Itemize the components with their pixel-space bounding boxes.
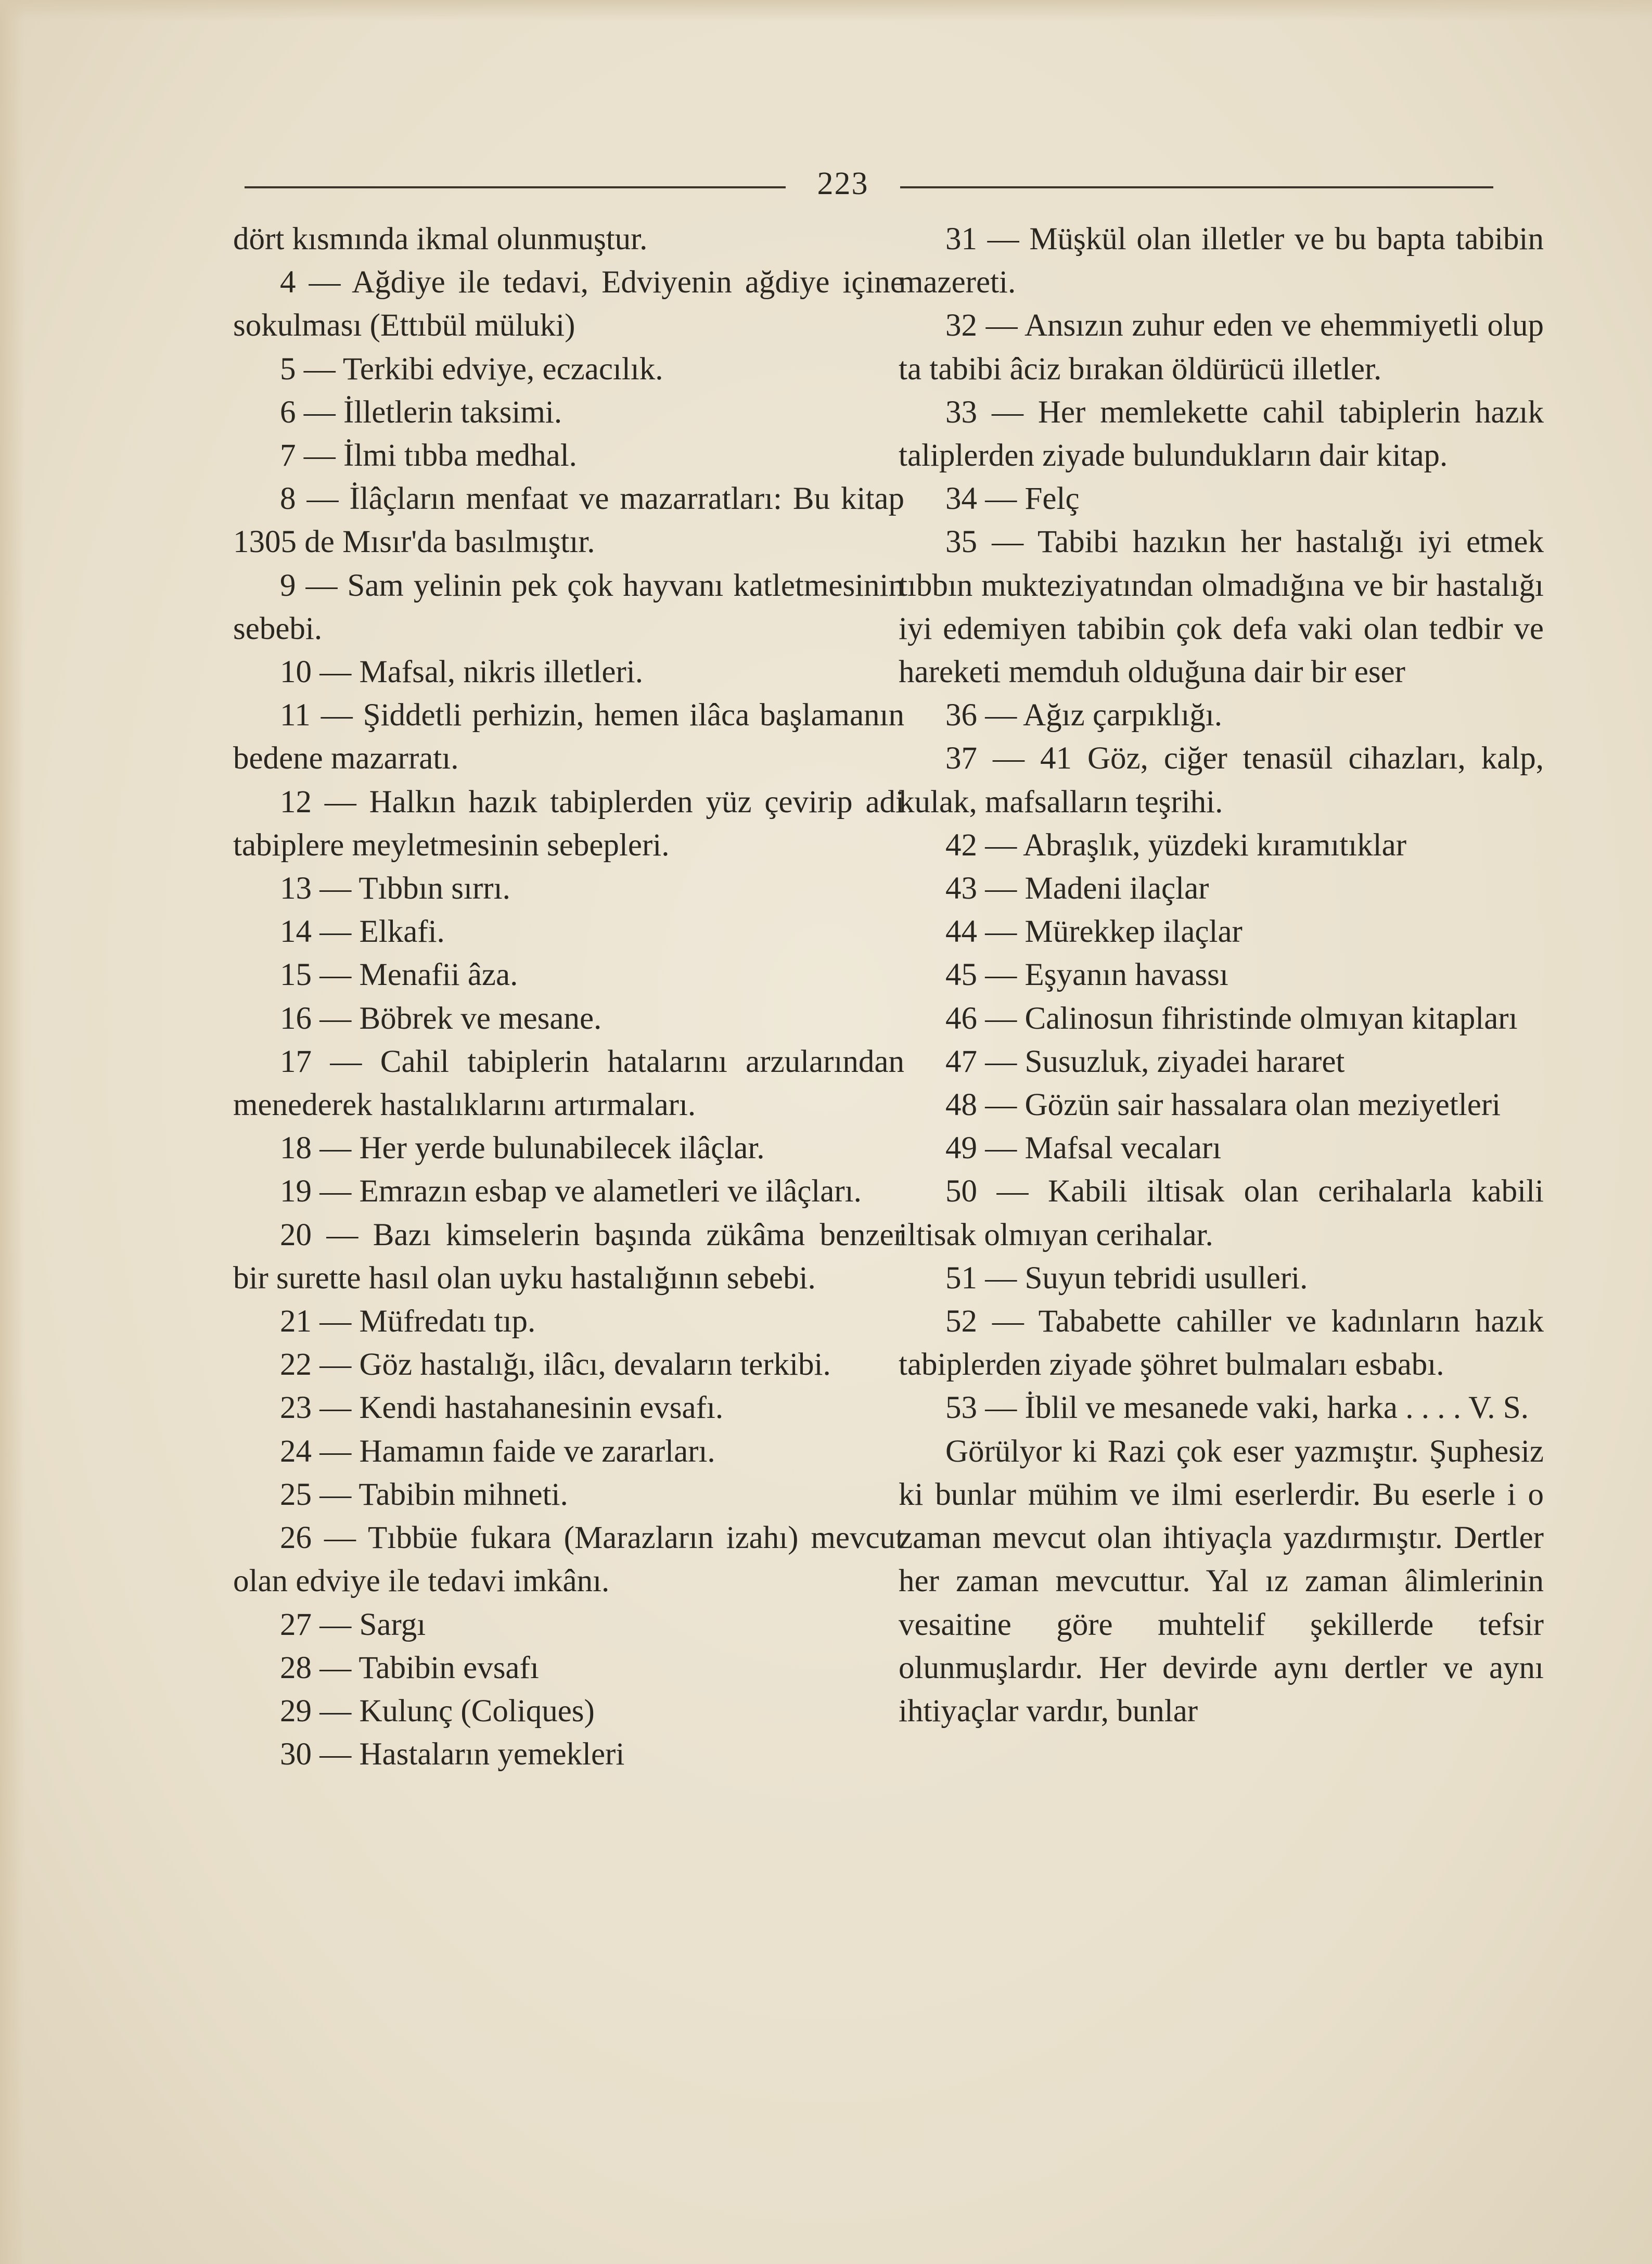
- list-item: 21 — Müfredatı tıp.: [280, 1304, 536, 1339]
- list-item: 33 — Her memlekette cahil tabiplerin hazık taliplerden ziyade bulundukların dair kitap.: [899, 394, 1544, 474]
- list-item: 4 — Ağdiye ile tedavi, Edviyenin ağdiye içine sokulması (Ettıbül müluki): [233, 265, 904, 343]
- list-item: 43 — Madeni ilaçlar: [945, 871, 1209, 906]
- list-item: 28 — Tabibin evsafı: [280, 1650, 539, 1685]
- list-item: 35 — Tabibi hazıkın her hastalığı iyi etmek tıbbın mukteziyatından olmadığına ve bir hastalığı iyi edemiyen tabibin çok defa vaki olan tedbir ve hareketi memduh olduğuna dair bir eser: [899, 525, 1544, 690]
- list-item: Görülyor ki Razi çok eser yazmıştır. Şuphesiz ki bunlar mühim ve ilmi eserlerdir. Bu eserle i o zaman mevcut olan ihtiyaçla yazdırmıştır. Dertler her zaman mevcuttur. Yal ız zaman âlimlerinin vesaitine göre muhtelif şekillerde tefsir olunmuşlardır. Her devirde aynı dertler ve aynı ihtiyaçlar vardır, bunlar: [899, 1434, 1544, 1729]
- list-item: 27 — Sargı: [280, 1607, 426, 1642]
- list-item: 48 — Gözün sair hassalara olan meziyetleri: [945, 1088, 1501, 1123]
- list-item: 37 — 41 Göz, ciğer tenasül cihazları, kalp, kulak, mafsalların teşrihi.: [899, 741, 1544, 820]
- list-item: 18 — Her yerde bulunabilecek ilâçlar.: [280, 1131, 765, 1166]
- list-item: 34 — Felç: [945, 481, 1080, 517]
- list-item: 30 — Hastaların yemekleri: [280, 1737, 625, 1772]
- list-item: 7 — İlmi tıbba medhal.: [280, 438, 577, 474]
- list-item: 46 — Calinosun fihristinde olmıyan kitapları: [945, 1001, 1518, 1036]
- list-item: 14 — Elkafi.: [280, 914, 445, 950]
- list-item: 6 — İlletlerin taksimi.: [280, 394, 562, 430]
- list-item: 52 — Tababette cahiller ve kadınların hazık tabiplerden ziyade şöhret bulmaları esbabı.: [899, 1304, 1544, 1383]
- list-item: 22 — Göz hastalığı, ilâcı, devaların terkibi.: [280, 1347, 831, 1383]
- list-item: 15 — Menafii âza.: [280, 957, 518, 993]
- page-header: [245, 165, 1493, 202]
- list-item: 26 — Tıbbüe fukara (Marazların izahı) mevcut olan edviye ile tedavi imkânı.: [233, 1520, 904, 1599]
- left-column: [233, 218, 904, 1776]
- list-item: 50 — Kabili iltisak olan cerihalarla kabili iltisak olmıyan cerihalar.: [899, 1174, 1544, 1252]
- list-item: 5 — Terkibi edviye, eczacılık.: [280, 351, 663, 387]
- header-rule-left: [245, 186, 786, 188]
- list-item: 29 — Kulunç (Coliques): [280, 1693, 595, 1729]
- header-rule-right: [900, 186, 1493, 188]
- list-item: 44 — Mürekkep ilaçlar: [945, 914, 1243, 950]
- list-item: 16 — Böbrek ve mesane.: [280, 1001, 602, 1036]
- list-item: 32 — Ansızın zuhur eden ve ehemmiyetli olup ta tabibi âciz bırakan öldürücü illetler.: [899, 308, 1544, 387]
- list-item: 12 — Halkın hazık tabiplerden yüz çevirip adi tabiplere meyletmesinin sebepleri.: [233, 784, 904, 863]
- list-item: 13 — Tıbbın sırrı.: [280, 871, 510, 906]
- list-item: 36 — Ağız çarpıklığı.: [945, 698, 1222, 733]
- list-item: 49 — Mafsal vecaları: [945, 1131, 1222, 1166]
- list-item: 42 — Abraşlık, yüzdeki kıramıtıklar: [945, 827, 1407, 863]
- paper-edge-left: [0, 0, 25, 2264]
- list-item: 45 — Eşyanın havassı: [945, 957, 1228, 993]
- list-item: 53 — İblil ve mesanede vaki, harka . . . . V. S.: [945, 1390, 1529, 1426]
- list-item: 23 — Kendi hastahanesinin evsafı.: [280, 1390, 724, 1426]
- list-item: 11 — Şiddetli perhizin, hemen ilâca başlamanın bedene mazarratı.: [233, 698, 904, 776]
- list-item: 25 — Tabibin mihneti.: [280, 1477, 568, 1512]
- list-item: 47 — Susuzluk, ziyadei hararet: [945, 1044, 1345, 1079]
- list-item: 19 — Emrazın esbap ve alametleri ve ilâçları.: [280, 1174, 862, 1209]
- right-column: [899, 218, 1544, 1733]
- list-item: 10 — Mafsal, nikris illetleri.: [280, 655, 643, 690]
- list-item: 17 — Cahil tabiplerin hatalarını arzularından menederek hastalıklarını artırmaları.: [233, 1044, 904, 1123]
- page-number: 223: [817, 166, 869, 201]
- list-item: dört kısmında ikmal olunmuştur.: [233, 222, 648, 257]
- list-item: 8 — İlâçların menfaat ve mazarratları: Bu kitap 1305 de Mısır'da basılmıştır.: [233, 481, 904, 560]
- list-item: 31 — Müşkül olan illetler ve bu bapta tabibin mazereti.: [899, 222, 1544, 300]
- list-item: 9 — Sam yelinin pek çok hayvanı katletmesinin sebebi.: [233, 568, 904, 646]
- list-item: 24 — Hamamın faide ve zararları.: [280, 1434, 715, 1469]
- list-item: 51 — Suyun tebridi usulleri.: [945, 1260, 1308, 1296]
- paper-edge-top: [0, 0, 1652, 21]
- list-item: 20 — Bazı kimselerin başında zükâma benzer bir surette hasıl olan uyku hastalığının sebebi.: [233, 1217, 904, 1296]
